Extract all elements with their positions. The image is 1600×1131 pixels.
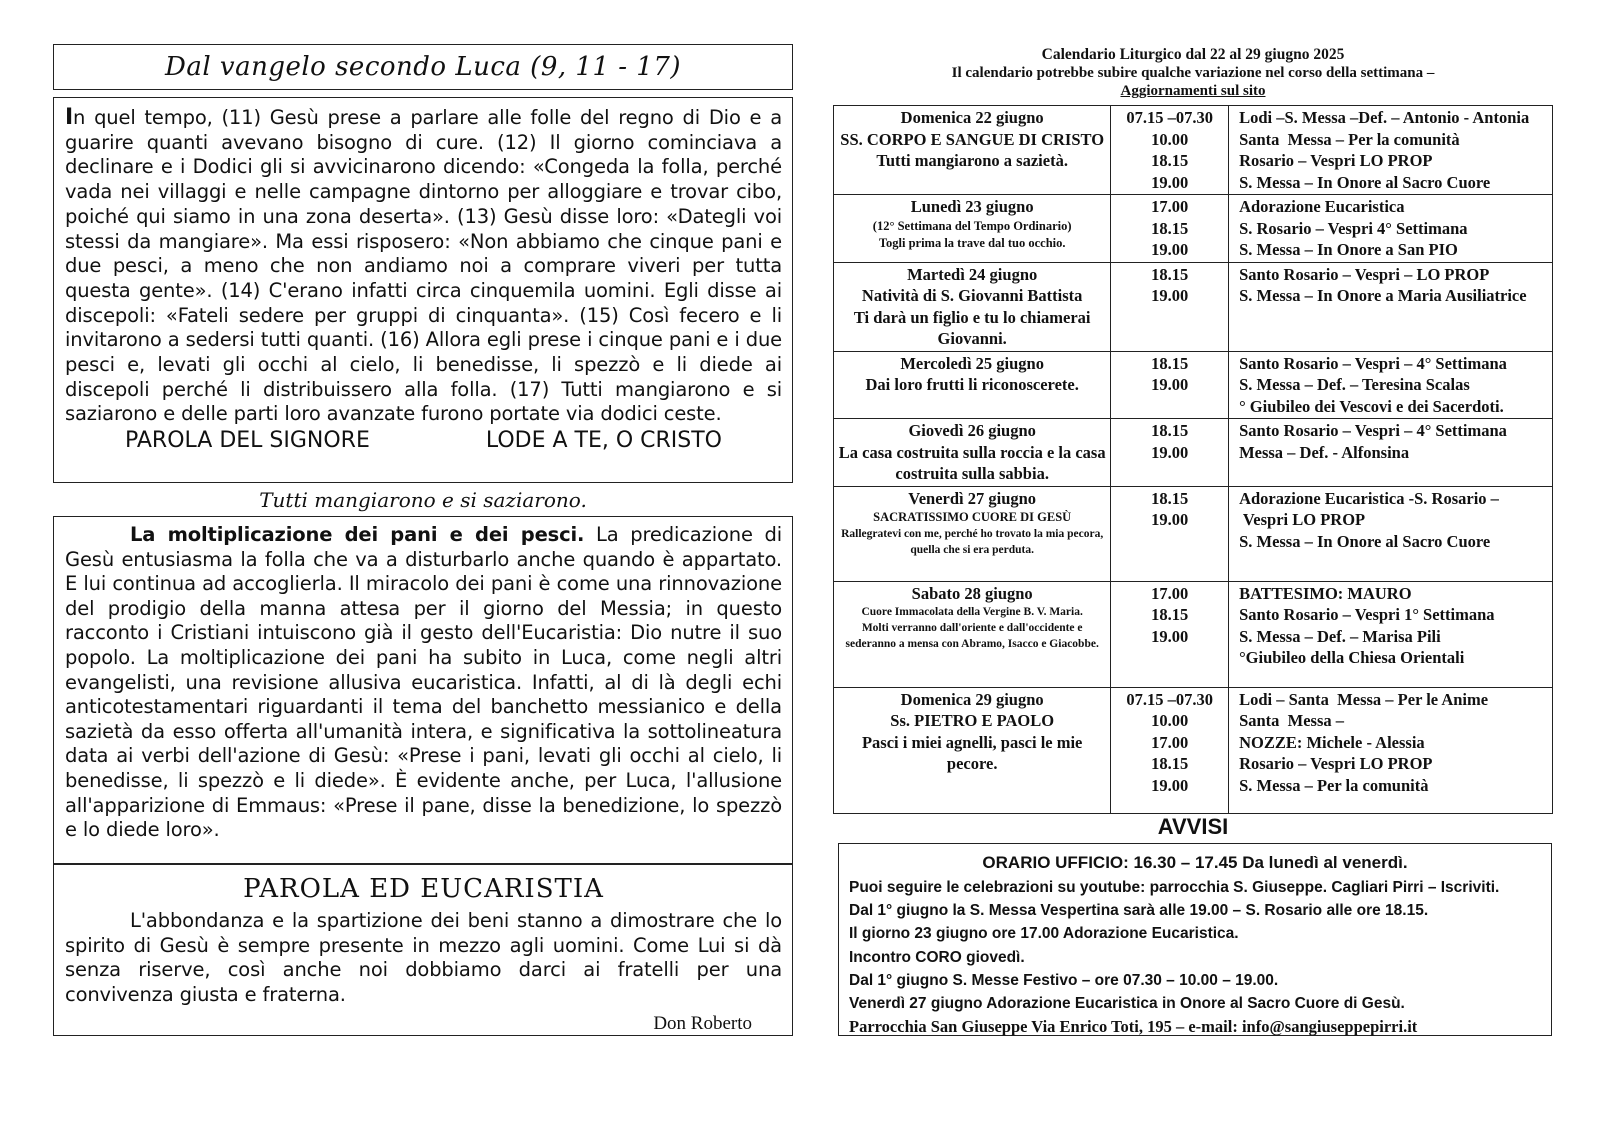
avvisi-title: AVVISI	[1157, 814, 1229, 839]
calendar-updates: Aggiornamenti sul sito	[1120, 83, 1266, 99]
calendar-times-cell	[1111, 581, 1229, 687]
calendar-date: Venerdì 27 giugno	[908, 488, 1037, 508]
calendar-row	[834, 419, 1553, 487]
calendar-time: 10.00	[1151, 129, 1189, 149]
calendar-row	[834, 195, 1553, 263]
calendar-day-note: Cuore Immacolata della Vergine B. V. Maria.	[861, 606, 1083, 618]
calendar-event: Santo Rosario – Vespri – LO PROP	[1239, 264, 1490, 284]
calendar-time: 18.15	[1151, 151, 1189, 170]
calendar-events-cell	[1229, 106, 1553, 195]
calendar-title: Calendario Liturgico dal 22 al 29 giugno 2025	[1041, 46, 1345, 63]
calendar-date: Domenica 22 giugno	[900, 108, 1044, 127]
gospel-reading	[53, 97, 793, 483]
avvisi-box	[838, 843, 1552, 1036]
calendar-event: S. Rosario – Vespri 4° Settimana	[1239, 218, 1468, 238]
calendar-event: °Giubileo della Chiesa Orientali	[1239, 648, 1465, 667]
calendar-time: 19.00	[1151, 375, 1189, 394]
calendar-day-cell	[834, 581, 1111, 687]
calendar-day-cell	[834, 486, 1111, 581]
calendar-row	[834, 262, 1553, 351]
calendar-day-note: Togli prima la trave dal tuo occhio.	[878, 235, 1066, 250]
gospel-title: Dal vangelo secondo Luca (9, 11 - 17)	[164, 52, 682, 82]
calendar-event: Adorazione Eucaristica -S. Rosario –	[1239, 488, 1499, 508]
calendar-time: 17.00	[1151, 732, 1189, 752]
calendar-times-cell	[1111, 486, 1229, 581]
calendar-event: Santa Messa –	[1239, 711, 1345, 730]
gospel-body: n quel tempo, (11) Gesù prese a parlare alle folle del regno di Dio e a guarire quanti avevano bisogno di cure. (12) Il giorno cominciava a declinare e i Dodici gli si avvicinarono dicendo: «Congeda la folla, perché vada nei villaggi e nelle campagne dintorno per alloggiare e trovar cibo, poiché qui siamo in una zona deserta». (13) Gesù disse loro: «Dategli voi stessi da mangiare». Ma essi risposero: «Non abbiamo che cinque pani e due pesci, a meno che non andiamo noi a comprare viveri per tutta questa gente». (14) C'erano infatti circa cinquemila uomini. Egli disse ai discepoli: «Fateli sedere per gruppi di cinquanta». (15) Così fecero e li invitarono a sedersi tutti quanti. (16) Allora egli prese i cinque pani e i due pesci e, levati gli occhi al cielo, li benedisse, li spezzò e li diede ai discepoli perché li distribuissero alla folla. (17) Tutti mangiarono e si saziarono e delle parti loro avanzate furono portate via dodici ceste.	[65, 106, 782, 426]
calendar-day-text: La casa costruita sulla roccia e la casa costruita sulla sabbia.	[838, 442, 1106, 483]
commentary-heading: La moltiplicazione dei pani e dei pesci.	[130, 523, 585, 546]
calendar-event: Santa Messa – Per la comunità	[1239, 129, 1460, 149]
office-hours: ORARIO UFFICIO: 16.30 – 17.45 Da lunedì al venerdì.	[982, 853, 1408, 872]
calendar-events-cell	[1229, 486, 1553, 581]
calendar-event: S. Messa – In Onore al Sacro Cuore	[1239, 531, 1491, 551]
calendar-date: Giovedì 26 giugno	[908, 421, 1036, 440]
closing-right: LODE A TE, O CRISTO	[485, 428, 722, 454]
calendar-events-cell	[1229, 195, 1553, 263]
calendar-event: Messa – Def. - Alfonsina	[1239, 442, 1410, 462]
avvisi-line: Il giorno 23 giugno ore 17.00 Adorazione Eucaristica.	[849, 925, 1239, 943]
calendar-day-text: Ti darà un figlio e tu lo chiamerai Giovanni.	[853, 307, 1091, 348]
calendar-time: 19.00	[1151, 286, 1189, 305]
avvisi-line: Dal 1° giugno S. Messe Festivo – ore 07.30 – 10.00 – 19.00.	[849, 971, 1279, 989]
calendar-day-text: Natività di S. Giovanni Battista	[861, 286, 1083, 305]
calendar-times-cell	[1111, 687, 1229, 813]
calendar-day-cell	[834, 419, 1111, 487]
calendar-day-cell	[834, 351, 1111, 419]
avvisi-line: Puoi seguire le celebrazioni su youtube: parrocchia S. Giuseppe. Cagliari Pirri – Iscriviti.	[849, 879, 1500, 896]
calendar-event: Rosario – Vespri LO PROP	[1239, 754, 1433, 773]
calendar-date: Sabato 28 giugno	[911, 583, 1033, 603]
calendar-header	[833, 46, 1553, 100]
calendar-event: Vespri LO PROP	[1239, 510, 1366, 529]
calendar-day-cell	[834, 687, 1111, 813]
calendar-times-cell	[1111, 262, 1229, 351]
gospel-subtitle: Tutti mangiarono e si saziarono.	[259, 488, 587, 512]
calendar-event: S. Messa – Per la comunità	[1239, 775, 1429, 795]
calendar-time: 19.00	[1151, 442, 1189, 462]
calendar-date: Lunedì 23 giugno	[910, 197, 1034, 216]
closing-left: PAROLA DEL SIGNORE	[125, 428, 370, 454]
calendar-event: S. Messa – In Onore a Maria Ausiliatrice	[1239, 286, 1527, 305]
calendar-date: Domenica 29 giugno	[900, 689, 1044, 709]
calendar-times-cell	[1111, 419, 1229, 487]
calendar-event: Adorazione Eucaristica	[1239, 197, 1405, 216]
calendar-day-cell	[834, 106, 1111, 195]
calendar-time: 17.00	[1151, 583, 1189, 603]
calendar-event: S. Messa – Def. – Teresina Scalas	[1239, 375, 1470, 394]
calendar-date: Mercoledì 25 giugno	[900, 353, 1044, 373]
calendar-times-cell	[1111, 351, 1229, 419]
calendar-day-cell	[834, 195, 1111, 263]
calendar-event: Rosario – Vespri LO PROP	[1239, 151, 1433, 170]
calendar-events-cell	[1229, 687, 1553, 813]
calendar-day-text: SS. CORPO E SANGUE DI CRISTO	[840, 129, 1105, 149]
calendar-time: 18.15	[1151, 605, 1189, 624]
calendar-day-note: Rallegratevi con me, perché ho trovato la mia pecora, quella che si era perduta.	[841, 528, 1104, 556]
calendar-events-cell	[1229, 262, 1553, 351]
calendar-event: BATTESIMO: MAURO	[1239, 583, 1412, 603]
calendar-note: Il calendario potrebbe subire qualche variazione nel corso della settimana –	[951, 65, 1435, 81]
calendar-event: Santo Rosario – Vespri – 4° Settimana	[1239, 421, 1507, 440]
avvisi-line: Dal 1° giugno la S. Messa Vespertina sarà alle 19.00 – S. Rosario alle ore 18.15.	[849, 902, 1429, 920]
gospel-dropcap: I	[65, 105, 74, 130]
calendar-time: 18.15	[1151, 353, 1189, 373]
calendar-time: 18.15	[1151, 218, 1189, 238]
calendar-time: 07.15 –07.30	[1126, 689, 1214, 709]
calendar-time: 18.15	[1151, 754, 1189, 773]
eucaristia-section	[53, 864, 793, 1036]
calendar-day-text: Ss. PIETRO E PAOLO	[890, 711, 1055, 730]
calendar-row	[834, 351, 1553, 419]
calendar-times-cell	[1111, 195, 1229, 263]
calendar-time: 10.00	[1151, 711, 1189, 730]
calendar-event: S. Messa – Def. – Marisa Pili	[1239, 626, 1441, 646]
calendar-event: Santo Rosario – Vespri 1° Settimana	[1239, 605, 1495, 624]
calendar-event: S. Messa – In Onore a San PIO	[1239, 240, 1458, 259]
calendar-day-text: Tutti mangiarono a sazietà.	[876, 151, 1068, 170]
avvisi-line: Incontro CORO giovedì.	[849, 948, 1025, 966]
gospel-title-box	[53, 44, 793, 90]
gospel-text	[65, 106, 782, 427]
calendar-day-text: Dai loro frutti li riconoscerete.	[865, 375, 1079, 394]
calendar-row	[834, 581, 1553, 687]
calendar-event: Lodi – Santa Messa – Per le Anime	[1239, 689, 1489, 709]
calendar-events-cell	[1229, 581, 1553, 687]
calendar-row	[834, 486, 1553, 581]
calendar-event: S. Messa – In Onore al Sacro Cuore	[1239, 172, 1491, 192]
calendar-time: 19.00	[1151, 172, 1189, 192]
calendar-row	[834, 687, 1553, 813]
calendar-date: Martedì 24 giugno	[907, 264, 1038, 284]
commentary	[53, 516, 793, 864]
calendar-time: 19.00	[1151, 240, 1189, 259]
calendar-day-note: SACRATISSIMO CUORE DI GESÙ	[873, 510, 1072, 524]
calendar-event: Santo Rosario – Vespri – 4° Settimana	[1239, 353, 1507, 373]
calendar-time: 19.00	[1151, 775, 1189, 795]
eucaristia-title: PAROLA ED EUCARISTIA	[243, 874, 604, 904]
calendar-time: 18.15	[1151, 421, 1189, 440]
calendar-event: ° Giubileo dei Vescovi e dei Sacerdoti.	[1239, 396, 1504, 416]
commentary-text	[65, 523, 782, 843]
calendar-table	[833, 105, 1553, 814]
calendar-events-cell	[1229, 351, 1553, 419]
avvisi-line: Venerdì 27 giugno Adorazione Eucaristica in Onore al Sacro Cuore di Gesù.	[849, 995, 1405, 1013]
calendar-day-text: Pasci i miei agnelli, pasci le mie pecore.	[861, 732, 1083, 773]
calendar-events-cell	[1229, 419, 1553, 487]
calendar-event: Lodi –S. Messa –Def. – Antonio - Antonia	[1239, 108, 1530, 127]
gospel-closing	[65, 427, 782, 455]
avvisi-contact: Parrocchia San Giuseppe Via Enrico Toti, 195 – e-mail: info@sangiuseppepirri.it	[849, 1017, 1418, 1037]
calendar-time: 19.00	[1151, 626, 1189, 646]
calendar-row	[834, 106, 1553, 195]
eucaristia-body: L'abbondanza e la spartizione dei beni stanno a dimostrare che lo spirito di Gesù è sempre presente in mezzo agli uomini. Come Lui si dà senza riserve, così anche noi dobbiamo darci ai fratelli per una convivenza giusta e fraterna.	[65, 909, 782, 1007]
calendar-day-cell	[834, 262, 1111, 351]
calendar-day-note: Molti verranno dall'oriente e dall'occidente e sederanno a mensa con Abramo, Isacco e Giacobbe.	[845, 622, 1099, 650]
calendar-times-cell	[1111, 106, 1229, 195]
calendar-time: 18.15	[1151, 264, 1189, 284]
calendar-time: 07.15 –07.30	[1126, 108, 1214, 127]
calendar-time: 17.00	[1151, 197, 1189, 216]
commentary-body: La predicazione di Gesù entusiasma la folla che va a disturbarlo anche quando è appartato. E lui continua ad accoglierla. Il miracolo dei pani è come una rinnovazione del prodigio della manna attesa per il giorno del Messia; in questo racconto i Cristiani intuiscono già il gesto dell'Eucaristia: Dio nutre il suo popolo. La moltiplicazione dei pani ha subito in Luca, come negli altri evangelisti, una revisione allusiva eucaristica. Infatti, al di là degli echi anticotestamentari riguardanti il tema del banchetto messianico e della sazietà da esso offerta all'umanità intera, e significativa la sottolineatura data ai verbi dell'azione di Gesù: «Prese i pani, levati gli occhi al cielo, li benedisse, li spezzò e li diede». È evidente anche, per Luca, l'allusione all'apparizione di Emmaus: «Prese il pane, disse la benedizione, lo spezzò e lo diede loro».	[65, 523, 782, 842]
signature: Don Roberto	[653, 1012, 752, 1034]
calendar-day-note: (12° Settimana del Tempo Ordinario)	[872, 218, 1072, 233]
calendar-time: 19.00	[1151, 510, 1189, 529]
calendar-time: 18.15	[1151, 488, 1189, 508]
eucaristia-text	[65, 909, 782, 1008]
calendar-event: NOZZE: Michele - Alessia	[1239, 732, 1425, 752]
